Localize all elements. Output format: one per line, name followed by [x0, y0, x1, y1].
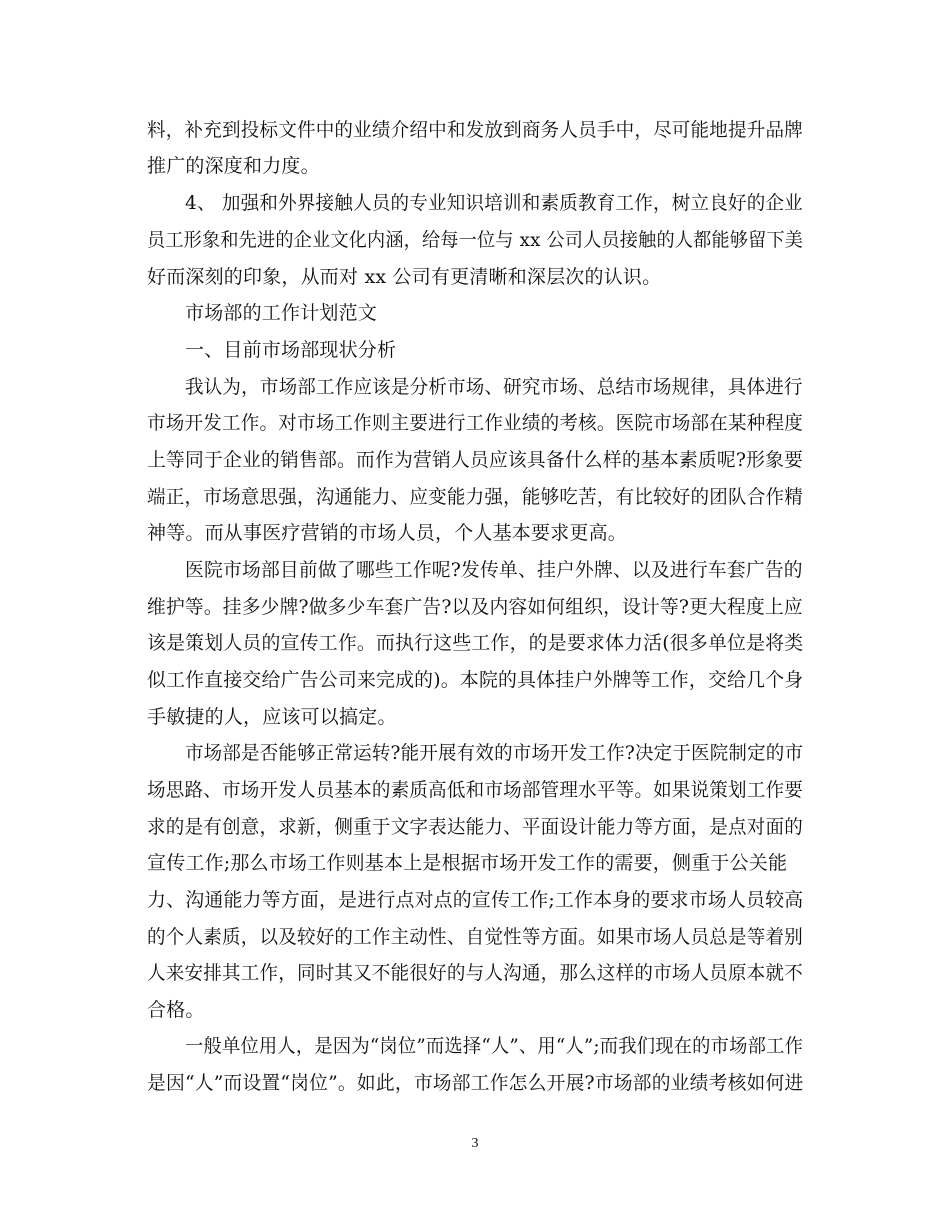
- text-line: 该是策划人员的宣传工作。而执行这些工作，的是要求体力活(很多单位是将类: [147, 632, 804, 654]
- text-line: 员工形象和先进的企业文化内涵，给每一位与 xx 公司人员接触的人都能够留下美: [147, 229, 804, 251]
- text-line: 是因“人”而设置“岗位”。如此，市场部工作怎么开展?市场部的业绩考核如何进: [147, 1072, 804, 1094]
- section-heading: 市场部的工作计划范文: [185, 302, 378, 324]
- text-line: 好而深刻的印象，从而对 xx 公司有更清晰和深层次的认识。: [147, 266, 662, 288]
- text-line: 似工作直接交给广告公司来完成的)。本院的具体挂户外牌等工作，交给几个身: [147, 669, 804, 691]
- text-line: 力、沟通能力等方面，是进行点对点的宣传工作;工作本身的要求市场人员较高: [147, 889, 804, 911]
- section-heading: 一、目前市场部现状分析: [185, 339, 397, 361]
- text-line: 端正，市场意思强，沟通能力、应变能力强，能够吃苦，有比较好的团队合作精: [147, 486, 804, 508]
- text-line: 料，补充到投标文件中的业绩介绍中和发放到商务人员手中，尽可能地提升品牌: [147, 119, 804, 141]
- text-line: 神等。而从事医疗营销的市场人员，个人基本要求更高。: [147, 522, 628, 544]
- text-line: 4、 加强和外界接触人员的专业知识培训和素质教育工作，树立良好的企业: [185, 192, 803, 214]
- text-line: 我认为，市场部工作应该是分析市场、研究市场、总结市场规律，具体进行: [185, 376, 803, 398]
- text-line: 场思路、市场开发人员基本的素质高低和市场部管理水平等。如果说策划工作要: [147, 779, 804, 801]
- text-line: 上等同于企业的销售部。而作为营销人员应该具备什么样的基本素质呢?形象要: [147, 449, 804, 471]
- text-line: 合格。: [147, 999, 205, 1021]
- text-line: 市场部是否能够正常运转?能开展有效的市场开发工作?决定于医院制定的市: [185, 742, 804, 764]
- text-line: 医院市场部目前做了哪些工作呢?发传单、挂户外牌、以及进行车套广告的: [185, 559, 803, 581]
- text-line: 宣传工作;那么市场工作则基本上是根据市场开发工作的需要，侧重于公关能: [147, 852, 788, 874]
- text-line: 手敏捷的人，应该可以搞定。: [147, 706, 397, 728]
- text-line: 市场开发工作。对市场工作则主要进行工作业绩的考核。医院市场部在某种程度: [147, 412, 804, 434]
- text-line: 推广的深度和力度。: [147, 155, 320, 177]
- text-line: 的个人素质，以及较好的工作主动性、自觉性等方面。如果市场人员总是等着别: [147, 926, 804, 948]
- text-line: 人来安排其工作，同时其又不能很好的与人沟通，那么这样的市场人员原本就不: [147, 962, 804, 984]
- text-line: 求的是有创意，求新，侧重于文字表达能力、平面设计能力等方面，是点对面的: [147, 816, 804, 838]
- page-number: 3: [471, 1136, 479, 1151]
- text-line: 一般单位用人，是因为“岗位”而选择“人”、用“人”;而我们现在的市场部工作: [185, 1035, 804, 1057]
- text-line: 维护等。挂多少牌?做多少车套广告?以及内容如何组织，设计等?更大程度上应: [147, 596, 803, 618]
